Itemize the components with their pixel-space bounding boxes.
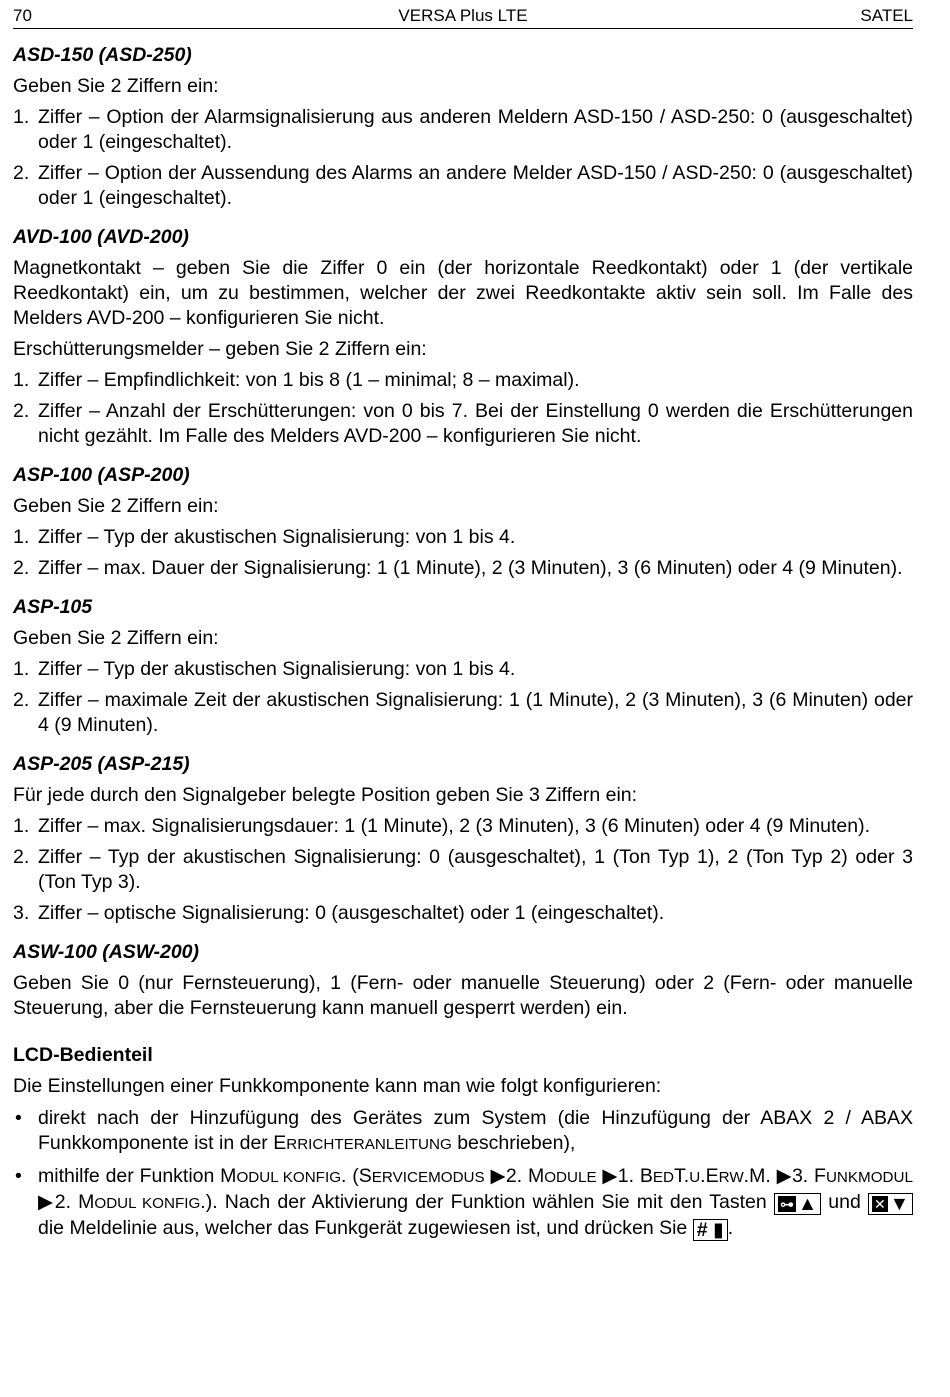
smallcaps-text: ERVICEMODUS — [371, 1169, 485, 1186]
item-number: 1. — [13, 658, 30, 680]
bullet-text: .M. ▶3. F — [743, 1165, 826, 1187]
item-text: Ziffer – Anzahl der Erschütterungen: von 0 bis 7. Bei der Einstellung 0 werden die Erschütterungen nicht gezählt. Im Falle des Melders AVD-200 – konfigurieren Sie nicht. — [38, 400, 913, 447]
bullet-text: die Meldelinie aus, welcher das Funkgerät zugewiesen ist, und drücken Sie — [38, 1217, 693, 1239]
item-text: Ziffer – Typ der akustischen Signalisierung: 0 (ausgeschaltet), 1 (Ton Typ 1), 2 (Ton Typ 2) oder 3 (Ton Typ 3). — [38, 846, 913, 893]
item-text: Ziffer – max. Dauer der Signalisierung: 1 (1 Minute), 2 (3 Minuten), 3 (6 Minuten) oder 4 (9 Minuten). — [38, 557, 903, 579]
smallcaps-text: UNKMODUL — [825, 1169, 913, 1186]
bullet-text: ▶2. M — [484, 1165, 545, 1187]
item-number: 1. — [13, 815, 30, 837]
bullet-text: beschrieben), — [451, 1132, 576, 1154]
item-text: Ziffer – Typ der akustischen Signalisierung: von 1 bis 4. — [38, 526, 516, 548]
arrow-down-icon: ▼ — [889, 1193, 910, 1215]
list-item — [13, 901, 913, 926]
item-text: Ziffer – optische Signalisierung: 0 (ausgeschaltet) oder 1 (eingeschaltet). — [38, 902, 665, 924]
bullet-text: . — [727, 1217, 734, 1239]
item-number: 2. — [13, 689, 30, 711]
cross-icon: ✕ — [873, 1196, 886, 1212]
smallcaps-text: U — [689, 1169, 701, 1186]
bullet-text: T. — [674, 1165, 690, 1187]
list-item — [13, 556, 913, 581]
item-number: 1. — [13, 526, 30, 548]
item-number: 3. — [13, 902, 30, 924]
list-item — [13, 845, 913, 895]
bullet-text: .E — [700, 1165, 719, 1187]
asp205-list — [13, 814, 913, 926]
bullet-text: und — [821, 1191, 868, 1213]
list-item — [13, 399, 913, 449]
section-heading-avd: AVD-100 (AVD-200) — [13, 226, 189, 248]
list-item — [13, 105, 913, 155]
smallcaps-text: ODULE — [544, 1169, 597, 1186]
bullet-dot: • — [15, 1107, 22, 1129]
asd-intro: Geben Sie 2 Ziffern ein: — [13, 75, 219, 97]
lcd-intro: Die Einstellungen einer Funkkomponente kann man wie folgt konfigurieren: — [13, 1075, 662, 1097]
item-number: 2. — [13, 162, 30, 184]
document-page — [13, 0, 913, 1241]
page-content — [13, 29, 913, 1241]
key-up-button — [774, 1193, 821, 1215]
asp100-intro: Geben Sie 2 Ziffern ein: — [13, 495, 219, 517]
item-text: Ziffer – Typ der akustischen Signalisierung: von 1 bis 4. — [38, 658, 516, 680]
bullet-text: . (S — [341, 1165, 372, 1187]
asp205-intro: Für jede durch den Signalgeber belegte Position geben Sie 3 Ziffern ein: — [13, 784, 638, 806]
key-icon: ⊶ — [779, 1196, 794, 1212]
item-number: 2. — [13, 846, 30, 868]
smallcaps-text: ODUL KONFIG — [236, 1169, 342, 1186]
list-item — [13, 525, 913, 550]
list-item — [13, 368, 913, 393]
asp105-list — [13, 657, 913, 738]
item-text: Ziffer – maximale Zeit der akustischen Signalisierung: 1 (1 Minute), 2 (3 Minuten), 3 (6 Minuten) oder 4 (9 Minuten). — [38, 689, 913, 736]
smallcaps-text: ED — [652, 1169, 675, 1186]
asd-list — [13, 105, 913, 211]
bullet-text: mithilfe der Funktion M — [38, 1165, 237, 1187]
bullet-text: ▶2. M — [38, 1191, 95, 1213]
arrow-up-icon: ▲ — [797, 1193, 818, 1215]
asp100-list — [13, 525, 913, 581]
bullet-item — [13, 1106, 913, 1157]
key-hash-button — [693, 1219, 728, 1241]
smallcaps-text: RRICHTERANLEITUNG — [286, 1136, 452, 1153]
bullet-dot: • — [15, 1165, 22, 1187]
list-item — [13, 657, 913, 682]
section-heading-asw: ASW-100 (ASW-200) — [13, 941, 200, 963]
list-item — [13, 161, 913, 211]
avd-list — [13, 368, 913, 449]
hash-label: # — [696, 1219, 708, 1241]
item-text: Ziffer – Empfindlichkeit: von 1 bis 8 (1 – minimal; 8 – maximal). — [38, 369, 580, 391]
list-item — [13, 688, 913, 738]
lcd-bullet-list — [13, 1106, 913, 1241]
item-number: 2. — [13, 557, 30, 579]
section-heading-asd: ASD-150 (ASD-250) — [13, 44, 192, 66]
bullet-text: ▶1. B — [596, 1165, 653, 1187]
smallcaps-text: ODUL KONFIG — [94, 1195, 201, 1212]
asp105-intro: Geben Sie 2 Ziffern ein: — [13, 627, 219, 649]
key-down-button — [868, 1193, 913, 1215]
door-icon: ▮ — [712, 1219, 724, 1241]
document-title: VERSA Plus LTE — [398, 6, 528, 25]
asw-paragraph: Geben Sie 0 (nur Fernsteuerung), 1 (Fern- oder manuelle Steuerung) oder 2 (Fern- oder manuelle Steuerung, aber die Fernsteuerung kann manuell gesperrt werden) ein. — [13, 972, 913, 1019]
list-item — [13, 814, 913, 839]
section-heading-lcd: LCD-Bedienteil — [13, 1044, 153, 1066]
avd-paragraph: Magnetkontakt – geben Sie die Ziffer 0 ein (der horizontale Reedkontakt) oder 1 (der vertikale Reedkontakt) ein, um zu bestimmen, welcher der zwei Reedkontakte aktiv sein soll. Im Falle des Melders AVD-200 – konfigurieren Sie nicht. — [13, 257, 913, 329]
bullet-item — [13, 1164, 913, 1241]
brand-name: SATEL — [860, 6, 913, 25]
page-number: 70 — [13, 6, 32, 25]
item-number: 1. — [13, 369, 30, 391]
page-header — [13, 0, 913, 29]
section-heading-asp205: ASP-205 (ASP-215) — [13, 753, 190, 775]
item-text: Ziffer – Option der Aussendung des Alarms an andere Melder ASD-150 / ASD-250: 0 (ausgeschaltet) oder 1 (eingeschaltet). — [38, 162, 913, 209]
section-heading-asp105: ASP-105 — [13, 596, 93, 618]
item-number: 1. — [13, 106, 30, 128]
avd-paragraph: Erschütterungsmelder – geben Sie 2 Ziffern ein: — [13, 338, 427, 360]
bullet-text: direkt nach der Hinzufügung des Gerätes zum System (die Hinzufügung der ABAX 2 / ABAX Funkkomponente ist in der E — [38, 1107, 913, 1154]
item-text: Ziffer – max. Signalisierungsdauer: 1 (1 Minute), 2 (3 Minuten), 3 (6 Minuten) oder 4 (9 Minuten). — [38, 815, 871, 837]
smallcaps-text: RW — [718, 1169, 744, 1186]
item-text: Ziffer – Option der Alarmsignalisierung aus anderen Meldern ASD-150 / ASD-250: 0 (ausgeschaltet) oder 1 (eingeschaltet). — [38, 106, 913, 153]
bullet-text: .). Nach der Aktivierung der Funktion wählen Sie mit den Tasten — [200, 1191, 774, 1213]
section-heading-asp100: ASP-100 (ASP-200) — [13, 464, 190, 486]
item-number: 2. — [13, 400, 30, 422]
